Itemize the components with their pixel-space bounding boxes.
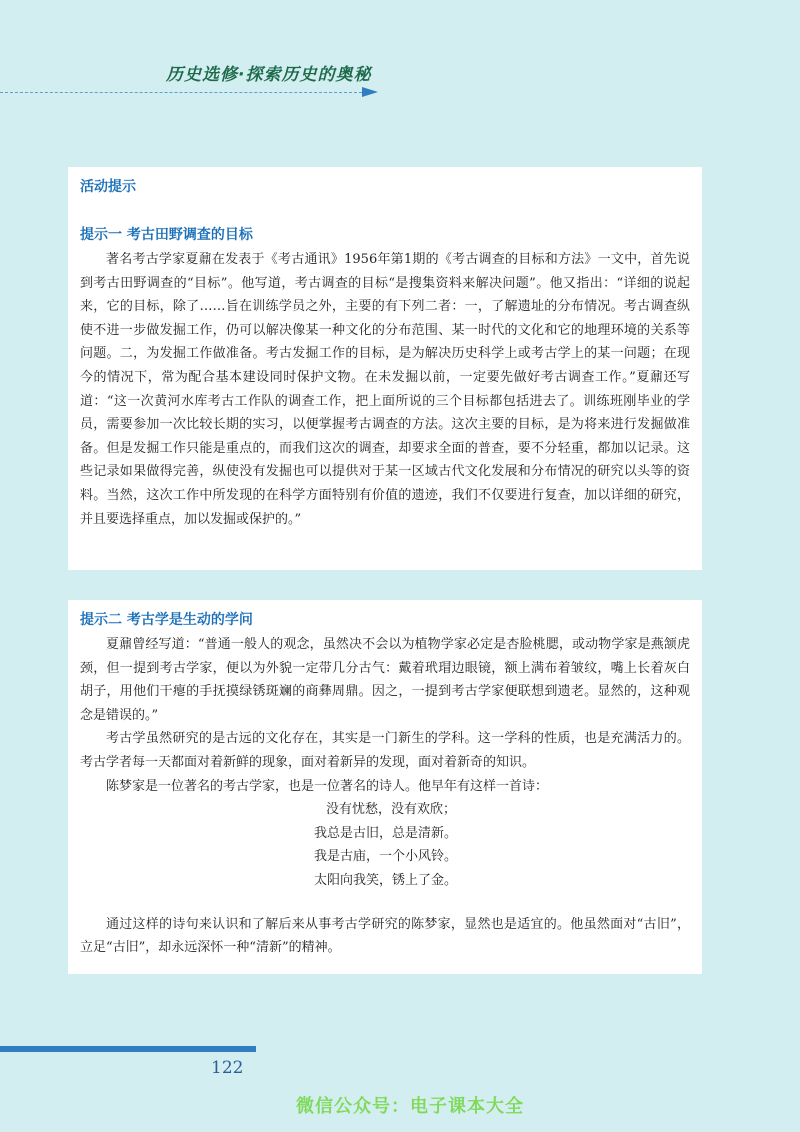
tip2-paragraph: 考古学虽然研究的是古远的文化存在，其实是一门新生的学科。这一学科的性质，也是充满活力的。考古学者每一天都面对着新鲜的现象，面对着新异的发现，面对着新奇的知识。	[80, 731, 690, 770]
activity-heading: 活动提示	[80, 179, 136, 195]
page-header-title: 历史选修·探索历史的奥秘	[166, 65, 372, 85]
tip1-heading: 提示一 考古田野调查的目标	[80, 227, 253, 243]
watermark-text: 微信公众号：电子课本大全	[296, 1096, 524, 1117]
poem-line: 我是古庙，一个小风铃。	[314, 849, 458, 865]
tip2-paragraph: 陈梦家是一位著名的考古学家，也是一位著名的诗人。他早年有这样一首诗：	[106, 778, 549, 794]
poem-line: 我总是古旧，总是清新。	[314, 825, 458, 841]
spacer	[80, 893, 690, 913]
header-dashed-rule	[0, 92, 362, 93]
header-arrow-icon	[362, 87, 378, 97]
tip2-closing-paragraph: 通过这样的诗句来认识和了解后来从事考古学研究的陈梦家，显然也是适宜的。他虽然面对“古旧”，立足“古旧”，却永远深怀一种“清新”的精神。	[80, 916, 690, 956]
tip2-panel	[68, 600, 702, 974]
tip2-paragraph: 夏鼐曾经写道：“普通一般人的观念，虽然决不会以为植物学家必定是杏脸桃腮，或动物学家是燕颔虎颈，但一提到考古学家，便以为外貌一定带几分古气：戴着玳瑁边眼镜，额上满布着皱纹，嘴上长着灰白胡子，用他们干瘪的手抚摸绿锈斑斓的商彝周鼎。因之，一提到考古学家便联想到遗老。显然的，这种观念是错误的。”	[80, 637, 690, 723]
poem-line: 没有忧愁，没有欢欣；	[326, 802, 457, 818]
tip2-heading: 提示二 考古学是生动的学问	[80, 612, 253, 628]
page-number: 122	[211, 1058, 244, 1078]
poem	[80, 798, 690, 892]
footer-bar	[0, 1046, 256, 1052]
tip1-paragraph: 著名考古学家夏鼐在发表于《考古通讯》1956年第1期的《考古调查的目标和方法》一文中，首先说到考古田野调查的“目标”。他写道，考古调查的目标“是搜集资料来解决问题”。他又指出：“详细的说起来，它的目标，除了……旨在训练学员之外，主要的有下列二者：一，了解遗址的分布情况。考古调查纵使不进一步做发掘工作，仍可以解决像某一种文化的分布范围、某一时代的文化和它的地理环境的关系等问题。二，为发掘工作做准备。考古发掘工作的目标，是为解决历史科学上或考古学上的某一问题；在现今的情况下，常为配合基本建设同时保护文物。在未发掘以前，一定要先做好考古调查工作。”夏鼐还写道：“这一次黄河水库考古工作队的调查工作，把上面所说的三个目标都包括进去了。训练班刚毕业的学员，需要参加一次比较长期的实习，以便掌握考古调查的方法。这次主要的目标，是为将来进行发掘做准备。但是发掘工作只能是重点的，而我们这次的调查，却要求全面的普查，要不分轻重，都加以记录。这些记录如果做得完善，纵使没有发掘也可以提供对于某一区域古代文化发展和分布情况的研究以头等的资料。当然，这次工作中所发现的在科学方面特别有价值的遗迹，我们不仅要进行复查，加以详细的研究，并且要选择重点，加以发掘或保护的。”	[80, 252, 690, 527]
poem-line: 太阳向我笑，锈上了金。	[314, 872, 458, 888]
tip1-panel	[68, 167, 702, 570]
